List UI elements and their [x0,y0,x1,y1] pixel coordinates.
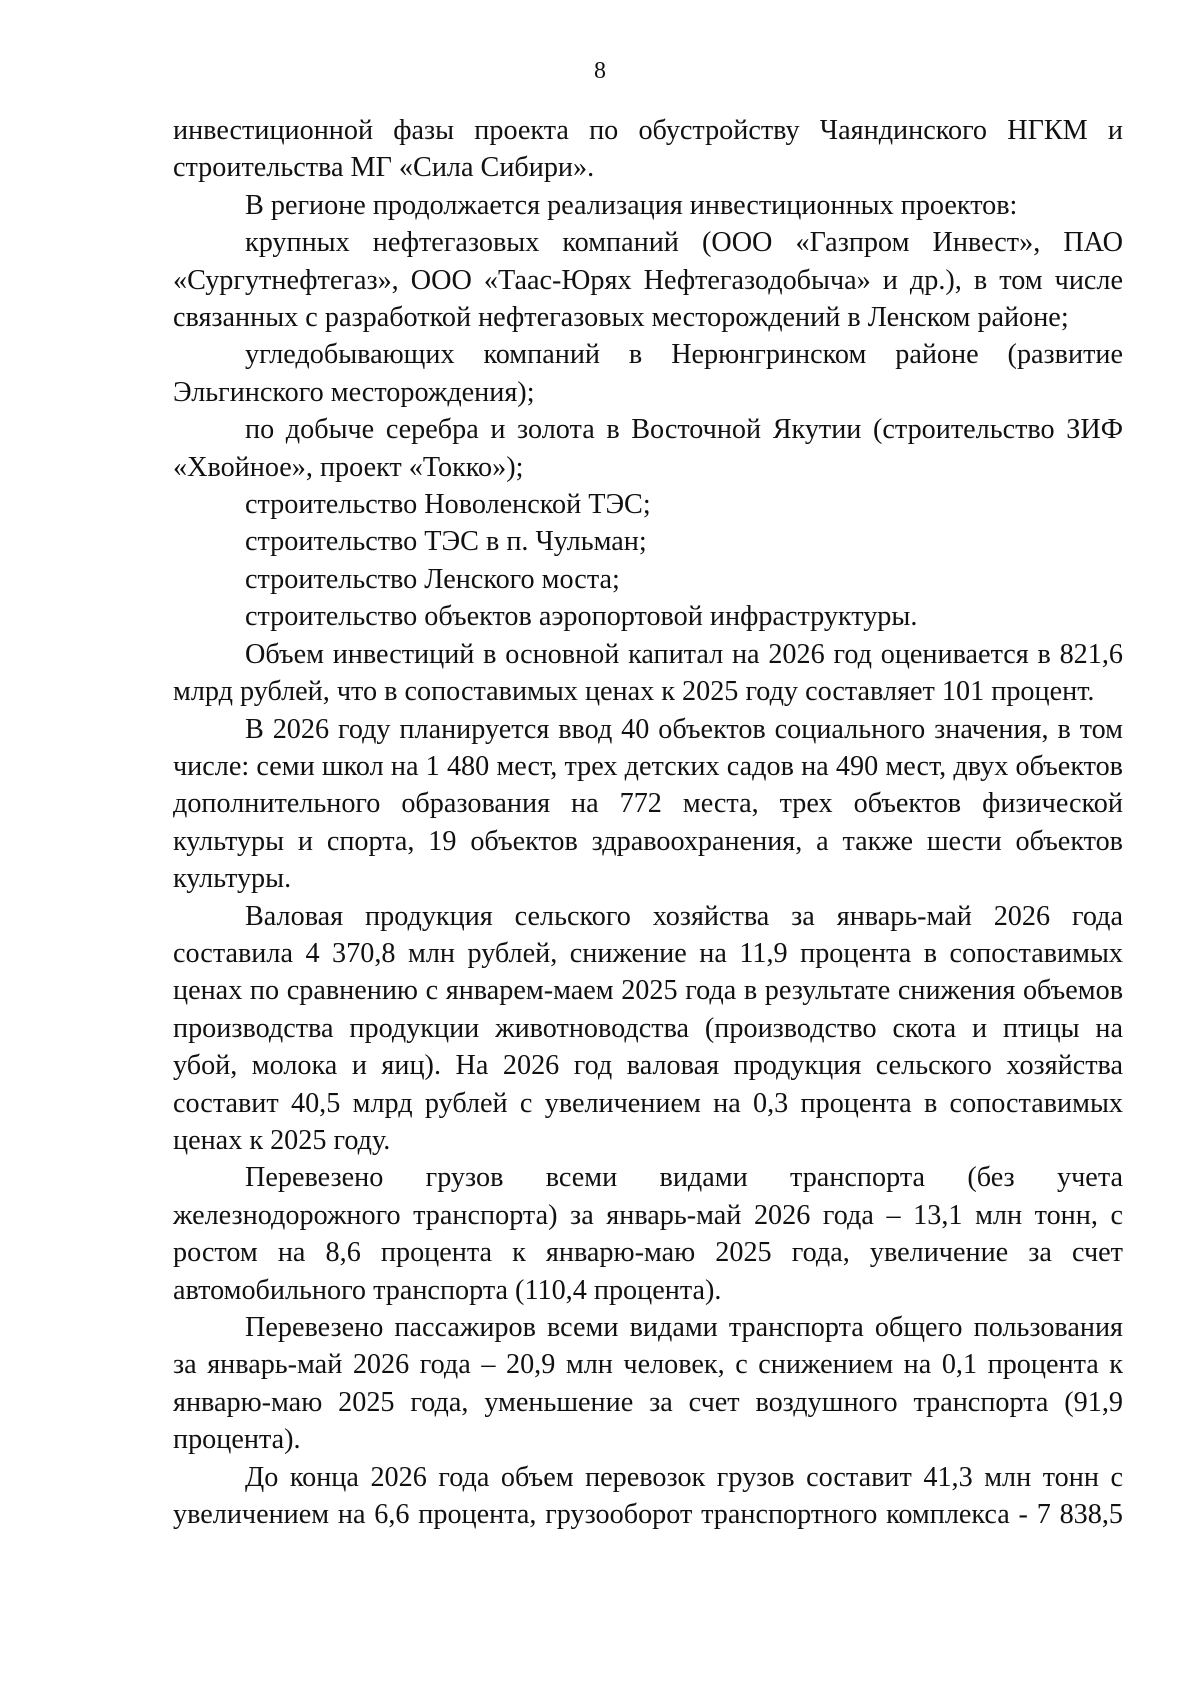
paragraph-investment-phase: инвестиционной фазы проекта по обустройству Чаяндинского НГКМ и строительства МГ «Сила Сибири». [173,115,1123,184]
document-body [173,112,1123,1533]
paragraph-novolenskaya-tes: строительство Новоленской ТЭС; [245,489,651,521]
paragraph-agriculture: Валовая продукция сельского хозяйства за январь-май 2026 года составила 4 370,8 млн рублей, снижение на 11,9 процента в сопоставимых ценах по сравнению с январем-маем 2025 года в результате снижения объемов производства продукции животноводства (производство скота и птицы на убой, молока и яиц). На 2026 год валовая продукция сельского хозяйства составит 40,5 млрд рублей с увеличением на 0,3 процента в сопоставимых ценах к 2025 году. [173,900,1123,1156]
paragraph-cargo-transport: Перевезено грузов всеми видами транспорта (без учета железнодорожного транспорта) за январь-май 2026 года – 13,1 млн тонн, с ростом на 8,6 процента к январю-маю 2025 года, увеличение за счет автомобильного транспорта (110,4 процента). [173,1162,1123,1306]
paragraph-chulman-tes: строительство ТЭС в п. Чульман; [245,526,647,558]
paragraph-passenger-transport: Перевезено пассажиров всеми видами транспорта общего пользования за январь-май 2026 года – 20,9 млн человек, с снижением на 0,1 процента к январю-маю 2025 года, уменьшение за счет воздушного транспорта (91,9 процента). [173,1312,1123,1456]
paragraph-social-objects: В 2026 году планируется ввод 40 объектов социального значения, в том числе: семи школ на 1 480 мест, трех детских садов на 490 мест, двух объектов дополнительного образования на 772 места, трех объектов физической культуры и спорта, 19 объектов здравоохранения, а также шести объектов культуры. [173,713,1123,895]
page-number: 8 [594,58,606,84]
paragraph-silver-gold: по добыче серебра и золота в Восточной Якутии (строительство ЗИФ «Хвойное», проект «Токко»); [173,414,1123,483]
paragraph-cargo-forecast: До конца 2026 года объем перевозок грузов составит 41,3 млн тонн с увеличением на 6,6 процента, грузооборот транспортного комплекса - 7 838,5 [173,1461,1123,1531]
paragraph-oil-gas-companies: крупных нефтегазовых компаний (ООО «Газпром Инвест», ПАО «Сургутнефтегаз», ООО «Таас-Юрях Нефтегазодобыча» и др.), в том числе связанных с разработкой нефтегазовых месторождений в Ленском районе; [173,227,1123,334]
paragraph-lena-bridge: строительство Ленского моста; [245,563,620,595]
paragraph-airport-infrastructure: строительство объектов аэропортовой инфраструктуры. [245,601,918,633]
paragraph-region-projects: В регионе продолжается реализация инвестиционных проектов: [245,189,1018,221]
paragraph-capital-investment: Объем инвестиций в основной капитал на 2026 год оценивается в 821,6 млрд рублей, что в сопоставимых ценах к 2025 году составляет 101 процент. [173,638,1123,708]
paragraph-coal-companies: угледобывающих компаний в Нерюнгринском районе (развитие Эльгинского месторождения); [173,339,1123,408]
